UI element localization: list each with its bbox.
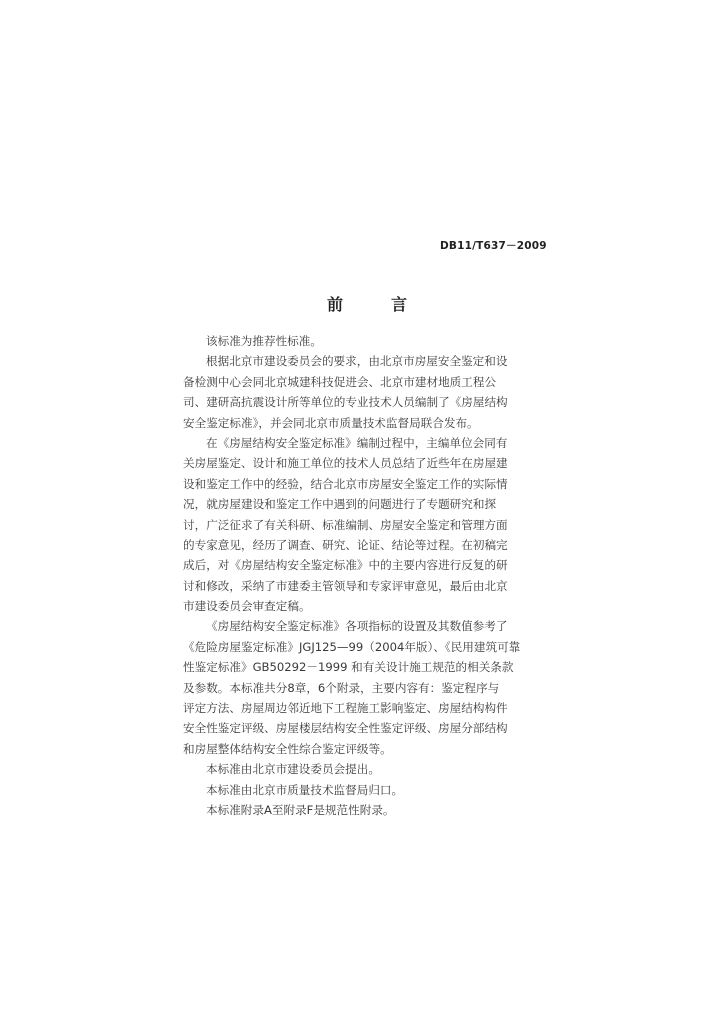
paragraph-line: 评定方法、房屋周边邻近地下工程施工影响鉴定、房屋结构构件 — [183, 701, 508, 716]
paragraph-line: 本标准由北京市建设委员会提出。 — [206, 762, 380, 777]
paragraph-line: 设和鉴定工作中的经验，结合北京市房屋安全鉴定工作的实际情 — [183, 476, 508, 491]
paragraph-line: 和房屋整体结构安全性综合鉴定评级等。 — [183, 741, 392, 756]
paragraph-line: 根据北京市建设委员会的要求，由北京市房屋安全鉴定和设 — [206, 354, 508, 369]
paragraph-line: 《房屋结构安全鉴定标准》各项指标的设置及其数值参考了 — [206, 619, 508, 634]
paragraph-line: 司、建研高抗震设计所等单位的专业技术人员编制了《房屋结构 — [183, 395, 508, 410]
paragraph-line: 本标准由北京市质量技术监督局归口。 — [206, 782, 404, 797]
paragraph-line: 的专家意见，经历了调查、研究、论证、结论等过程。在初稿完 — [183, 537, 508, 552]
paragraph-line: 市建设委员会审查定稿。 — [183, 599, 311, 614]
paragraph-line: 讨和修改，采纳了市建委主管领导和专家评审意见，最后由北京 — [183, 578, 508, 593]
paragraph-line: 及参数。本标准共分8章，6个附录，主要内容有：鉴定程序与 — [183, 680, 500, 695]
paragraph-line: 在《房屋结构安全鉴定标准》编制过程中，主编单位会同有 — [206, 435, 508, 450]
standard-code: DB11/T637－2009 — [440, 240, 547, 252]
paragraph-line: 备检测中心会同北京城建科技促进会、北京市建材地质工程公 — [183, 374, 497, 389]
paragraph-line: 况，就房屋建设和鉴定工作中遇到的问题进行了专题研究和探 — [183, 497, 497, 512]
paragraph-line: 关房屋鉴定、设计和施工单位的技术人员总结了近些年在房屋建 — [183, 456, 508, 471]
paragraph-line: 性鉴定标准》GB50292－1999 和有关设计施工规范的相关条款 — [183, 660, 514, 675]
title-char-1: 前 — [327, 295, 344, 314]
page-title — [327, 292, 407, 315]
foreword-body — [183, 331, 545, 820]
paragraph-line: 该标准为推荐性标准。 — [206, 334, 322, 348]
paragraph-line: 《危险房屋鉴定标准》JGJ125—99（2004年版）、《民用建筑可靠 — [183, 639, 521, 654]
paragraph-line: 安全鉴定标准》，并会同北京市质量技术监督局联合发布。 — [183, 415, 479, 430]
title-char-2: 言 — [390, 295, 407, 314]
paragraph-line: 本标准附录A至附录F是规范性附录。 — [206, 802, 395, 817]
paragraph-line: 安全性鉴定评级、房屋楼层结构安全性鉴定评级、房屋分部结构 — [183, 721, 508, 736]
paragraph-line: 讨，广泛征求了有关科研、标准编制、房屋安全鉴定和管理方面 — [183, 517, 508, 532]
paragraph-line: 成后，对《房屋结构安全鉴定标准》中的主要内容进行反复的研 — [183, 558, 508, 573]
